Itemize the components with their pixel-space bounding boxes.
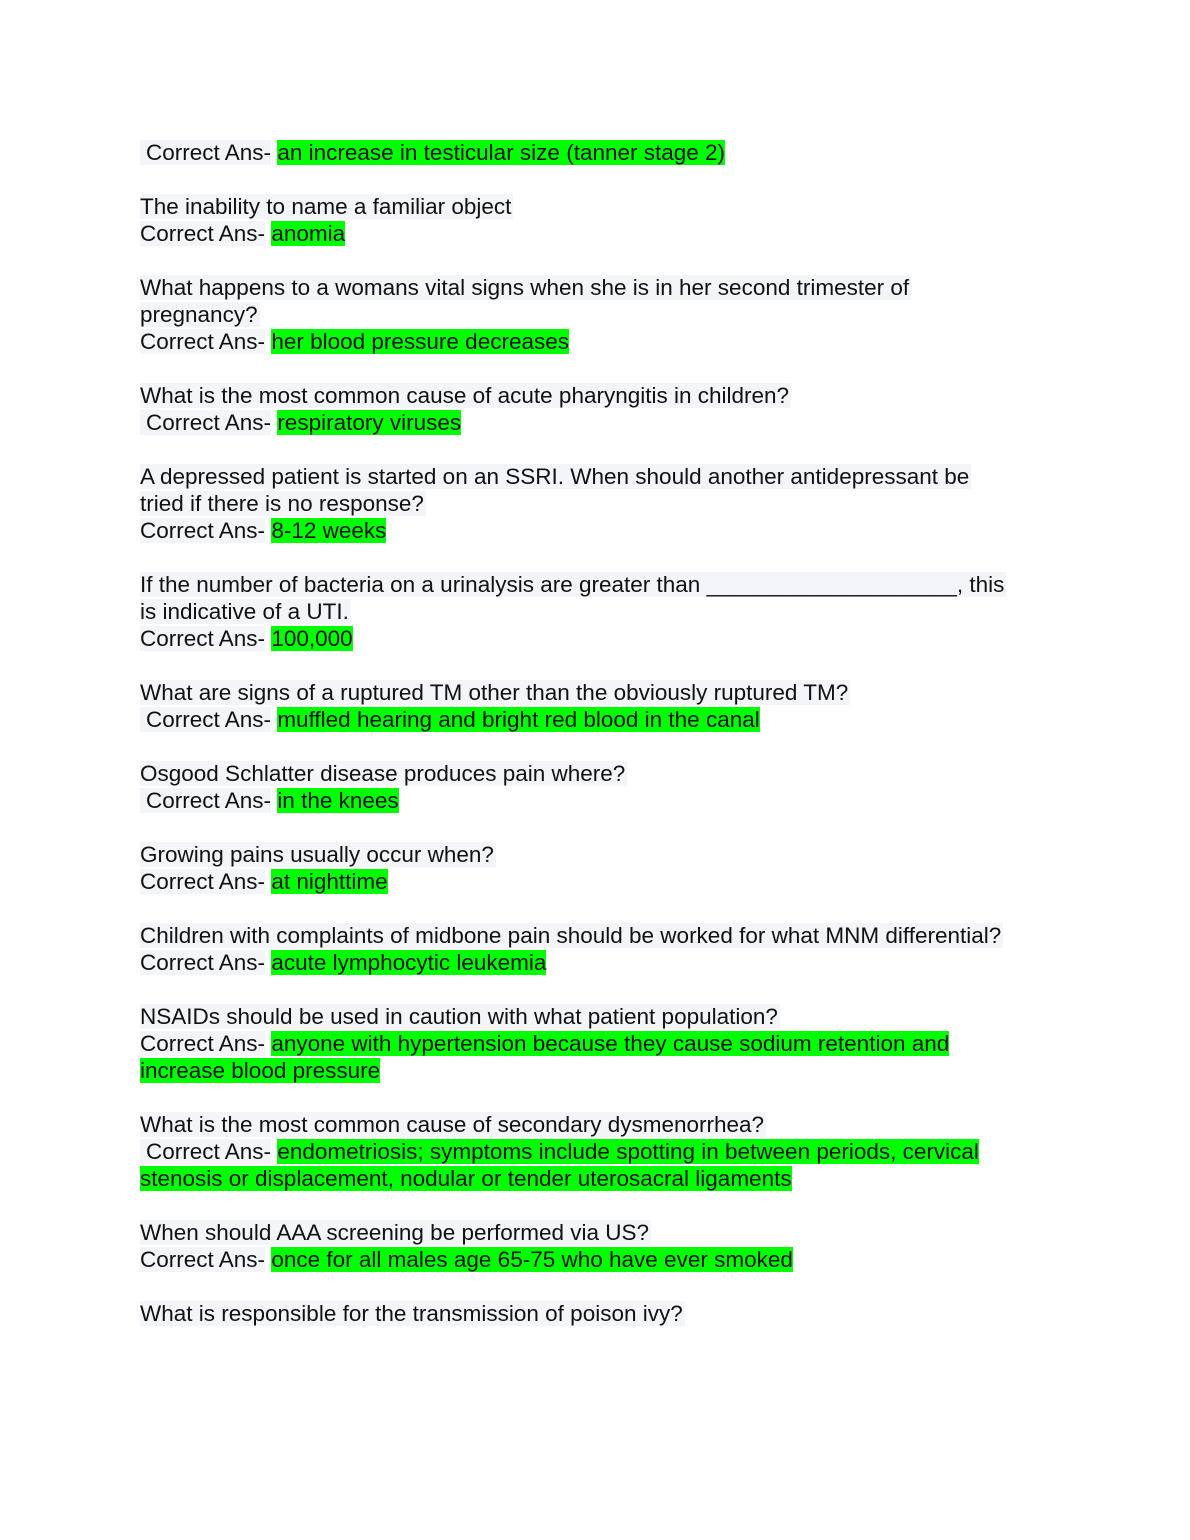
answer-line bbox=[140, 625, 1060, 652]
question-line bbox=[140, 760, 1060, 787]
qa-item bbox=[140, 679, 1060, 733]
correct-answer-label: Correct Ans- bbox=[140, 1247, 266, 1272]
highlighted-answer: an increase in testicular size (tanner stage 2) bbox=[277, 140, 726, 165]
question-text: Osgood Schlatter disease produces pain where? bbox=[140, 761, 626, 786]
correct-answer-label: Correct Ans- bbox=[140, 518, 266, 543]
question-line bbox=[140, 1003, 1060, 1030]
qa-item bbox=[140, 1003, 1060, 1084]
question-line bbox=[140, 679, 1060, 706]
answer-line bbox=[140, 706, 1060, 733]
question-text: What is responsible for the transmission of poison ivy? bbox=[140, 1301, 683, 1326]
question-line bbox=[140, 193, 1060, 220]
highlighted-answer: her blood pressure decreases bbox=[271, 329, 569, 354]
highlighted-answer: in the knees bbox=[277, 788, 399, 813]
question-text: is indicative of a UTI. bbox=[140, 599, 349, 624]
correct-answer-label: Correct Ans- bbox=[140, 950, 266, 975]
answer-line bbox=[140, 328, 1060, 355]
qa-item bbox=[140, 382, 1060, 436]
qa-item bbox=[140, 841, 1060, 895]
highlighted-answer: stenosis or displacement, nodular or tender uterosacral ligaments bbox=[140, 1166, 792, 1191]
question-line bbox=[140, 490, 1060, 517]
question-text: Growing pains usually occur when? bbox=[140, 842, 494, 867]
highlighted-answer: anomia bbox=[271, 221, 346, 246]
document-page bbox=[140, 139, 1060, 1354]
answer-line bbox=[140, 1165, 1060, 1192]
highlighted-answer: 8-12 weeks bbox=[271, 518, 387, 543]
question-text: pregnancy? bbox=[140, 302, 258, 327]
correct-answer-label: Correct Ans- bbox=[140, 329, 266, 354]
correct-answer-label: Correct Ans- bbox=[140, 221, 266, 246]
answer-line bbox=[140, 1030, 1060, 1057]
question-text: tried if there is no response? bbox=[140, 491, 424, 516]
question-line bbox=[140, 598, 1060, 625]
answer-line bbox=[140, 787, 1060, 814]
question-line bbox=[140, 1111, 1060, 1138]
question-line bbox=[140, 382, 1060, 409]
highlighted-answer: anyone with hypertension because they cause sodium retention and bbox=[271, 1031, 950, 1056]
highlighted-answer: 100,000 bbox=[271, 626, 353, 651]
qa-item bbox=[140, 1111, 1060, 1192]
question-line bbox=[140, 463, 1060, 490]
correct-answer-label: Correct Ans- bbox=[140, 869, 266, 894]
qa-item bbox=[140, 1300, 1060, 1327]
qa-item bbox=[140, 760, 1060, 814]
highlighted-answer: acute lymphocytic leukemia bbox=[271, 950, 547, 975]
answer-line bbox=[140, 1057, 1060, 1084]
qa-item bbox=[140, 1219, 1060, 1273]
correct-answer-label: Correct Ans- bbox=[140, 1139, 271, 1164]
question-line bbox=[140, 1219, 1060, 1246]
answer-line bbox=[140, 868, 1060, 895]
qa-item bbox=[140, 922, 1060, 976]
question-line bbox=[140, 841, 1060, 868]
question-line bbox=[140, 922, 1060, 949]
answer-line bbox=[140, 949, 1060, 976]
question-text: NSAIDs should be used in caution with what patient population? bbox=[140, 1004, 778, 1029]
question-text: A depressed patient is started on an SSRI. When should another antidepressant be bbox=[140, 464, 970, 489]
answer-line bbox=[140, 517, 1060, 544]
highlighted-answer: at nighttime bbox=[271, 869, 388, 894]
qa-item bbox=[140, 463, 1060, 544]
question-text: The inability to name a familiar object bbox=[140, 194, 512, 219]
qa-item bbox=[140, 274, 1060, 355]
highlighted-answer: increase blood pressure bbox=[140, 1058, 381, 1083]
question-text: When should AAA screening be performed via US? bbox=[140, 1220, 650, 1245]
answer-line bbox=[140, 1138, 1060, 1165]
question-line bbox=[140, 1300, 1060, 1327]
correct-answer-label: Correct Ans- bbox=[140, 1031, 266, 1056]
qa-item bbox=[140, 193, 1060, 247]
question-text: What is the most common cause of secondary dysmenorrhea? bbox=[140, 1112, 765, 1137]
question-text: What are signs of a ruptured TM other than the obviously ruptured TM? bbox=[140, 680, 849, 705]
answer-line bbox=[140, 1246, 1060, 1273]
highlighted-answer: once for all males age 65-75 who have ever smoked bbox=[271, 1247, 793, 1272]
correct-answer-label: Correct Ans- bbox=[140, 788, 271, 813]
highlighted-answer: endometriosis; symptoms include spotting in between periods, cervical bbox=[277, 1139, 979, 1164]
question-line bbox=[140, 301, 1060, 328]
answer-line bbox=[140, 409, 1060, 436]
answer-line bbox=[140, 220, 1060, 247]
qa-item bbox=[140, 571, 1060, 652]
correct-answer-label: Correct Ans- bbox=[140, 140, 271, 165]
qa-item bbox=[140, 139, 1060, 166]
highlighted-answer: respiratory viruses bbox=[277, 410, 462, 435]
correct-answer-label: Correct Ans- bbox=[140, 707, 271, 732]
correct-answer-label: Correct Ans- bbox=[140, 410, 271, 435]
answer-line bbox=[140, 139, 1060, 166]
correct-answer-label: Correct Ans- bbox=[140, 626, 266, 651]
question-text: Children with complaints of midbone pain should be worked for what MNM differential? bbox=[140, 923, 1002, 948]
question-line bbox=[140, 274, 1060, 301]
question-text: If the number of bacteria on a urinalysis are greater than ____________________, this bbox=[140, 572, 1005, 597]
highlighted-answer: muffled hearing and bright red blood in the canal bbox=[277, 707, 760, 732]
qa-list bbox=[140, 139, 1060, 1327]
question-text: What is the most common cause of acute pharyngitis in children? bbox=[140, 383, 790, 408]
question-text: What happens to a womans vital signs when she is in her second trimester of bbox=[140, 275, 910, 300]
question-line bbox=[140, 571, 1060, 598]
